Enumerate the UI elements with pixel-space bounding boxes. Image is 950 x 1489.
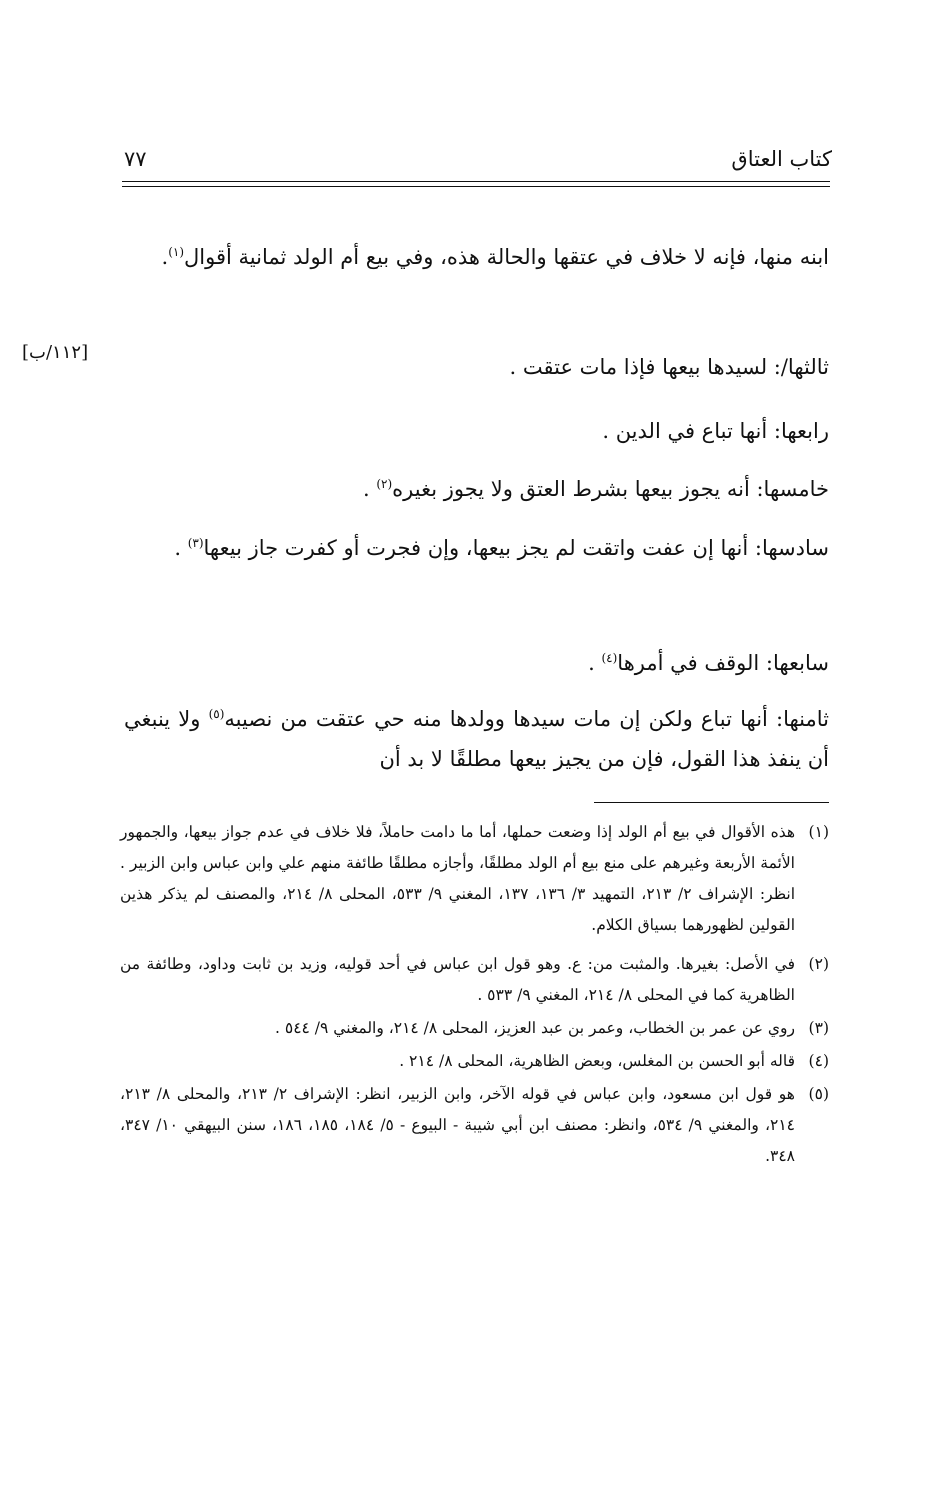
footnote-2 <box>120 949 829 1011</box>
footnote-number: (٤) <box>808 1052 829 1070</box>
footnote-text: في الأصل: بغيرها. والمثبت من: ع. وهو قول ابن عباس في أحد قوليه، وزيد بن ثابت وداود، وطائفة من الظاهرية كما في المحلى ٨/ ٢١٤، المغني ٩/ ٥٣٣ . <box>120 955 795 1004</box>
footnote-text: قاله أبو الحسن بن المغلس، وبعض الظاهرية، المحلى ٨/ ٢١٤ . <box>399 1052 795 1070</box>
footnote-number: (٥) <box>808 1085 829 1103</box>
footnote-marker[interactable]: (٤) <box>601 651 618 665</box>
paragraph-text: رابعها: أنها تباع في الدين . <box>602 419 829 443</box>
paragraph-text: ابنه منها، فإنه لا خلاف في عتقها والحالة هذه، وفي بيع أم الولد ثمانية أقوال <box>184 245 829 269</box>
footnote-separator <box>594 802 829 803</box>
paragraph-text: سادسها: أنها إن عفت واتقت لم يجز بيعها، وإن فجرت أو كفرت جاز بيعها <box>203 536 829 560</box>
footnotes <box>120 817 829 1172</box>
paragraph-text: سابعها: الوقف في أمرها <box>617 651 829 675</box>
footnote-text: روي عن عمر بن الخطاب، وعمر بن عبد العزيز، المحلى ٨/ ٢١٤، والمغني ٩/ ٥٤٤ . <box>275 1019 795 1037</box>
paragraph-4: خامسها: أنه يجوز بيعها بشرط العتق ولا يجوز بغيره$^{(٢)}$ . <box>362 477 829 501</box>
paragraph-2 <box>124 347 829 387</box>
footnote-number: (١) <box>808 823 829 841</box>
footnote-marker[interactable]: (٢) <box>376 477 393 491</box>
header-rule-top <box>122 181 830 182</box>
paragraph-text: خامسها: أنه يجوز بيعها بشرط العتق ولا يجوز بغيره <box>392 477 829 501</box>
page-number: ٧٧ <box>124 147 147 171</box>
header-rule-bottom <box>122 186 830 187</box>
paragraph-text: ثالثها/: لسيدها بيعها فإذا مات عتقت . <box>509 355 829 379</box>
footnote-1 <box>120 817 829 941</box>
paragraph-3 <box>124 411 829 451</box>
footnote-marker[interactable]: (٣) <box>187 536 204 550</box>
page-header <box>120 143 832 179</box>
running-title: كتاب العتاق <box>731 147 832 171</box>
footnote-3 <box>120 1013 829 1044</box>
footnote-number: (٢) <box>808 955 829 973</box>
paragraph-5: سادسها: أنها إن عفت واتقت لم يجز بيعها، وإن فجرت أو كفرت جاز بيعها$^{(٣)}$ . <box>174 536 829 560</box>
footnote-4 <box>120 1046 829 1077</box>
footnote-marker[interactable]: (١) <box>168 245 185 259</box>
footnote-5 <box>120 1079 829 1172</box>
paragraph-1: ابنه منها، فإنه لا خلاف في عتقها والحالة هذه، وفي بيع أم الولد ثمانية أقوال$^{(١)}$. <box>161 245 829 269</box>
paragraph-text: ثامنها: أنها تباع ولكن إن مات سيدها وولدها منه حي عتقت من نصيبه <box>224 707 830 731</box>
paragraph-7: ثامنها: أنها تباع ولكن إن مات سيدها وولدها منه حي عتقت من نصيبه$^{(٥)}$ ولا ينبغي أن ينفذ هذا القول، فإن من يجيز بيعها مطلقًا لا بد أن <box>124 707 830 771</box>
footnote-marker[interactable]: (٥) <box>208 707 225 721</box>
paragraph-6: سابعها: الوقف في أمرها$^{(٤)}$ . <box>588 651 829 675</box>
footnote-number: (٣) <box>808 1019 829 1037</box>
manuscript-folio-marker: [١١٢/ب] <box>22 342 89 363</box>
footnote-text: هو قول ابن مسعود، وابن عباس في قوله الآخر، وابن الزبير، انظر: الإشراف ٢/ ٢١٣، والمحلى ٨/ ٢١٣، ٢١٤، والمغني ٩/ ٥٣٤، وانظر: مصنف ابن أبي شيبة - البيوع - ٥/ ١٨٤، ١٨٥، ١٨٦، سنن البيهقي ١٠/ ٣٤٧، ٣٤٨. <box>120 1085 795 1165</box>
footnote-text: هذه الأقوال في بيع أم الولد إذا وضعت حملها، أما ما دامت حاملاً، فلا خلاف في عدم جواز بيعها، والجمهور الأئمة الأربعة وغيرهم على منع بيع أم الولد مطلقًا، وأجازه مطلقًا طائفة منهم علي وابن عباس وابن الزبير . انظر: الإشراف ٢/ ٢١٣، التمهيد ٣/ ١٣٦، ١٣٧، المغني ٩/ ٥٣٣، المحلى ٨/ ٢١٤، والمصنف لم يذكر هذين القولين لظهورهما بسياق الكلام. <box>120 823 796 934</box>
